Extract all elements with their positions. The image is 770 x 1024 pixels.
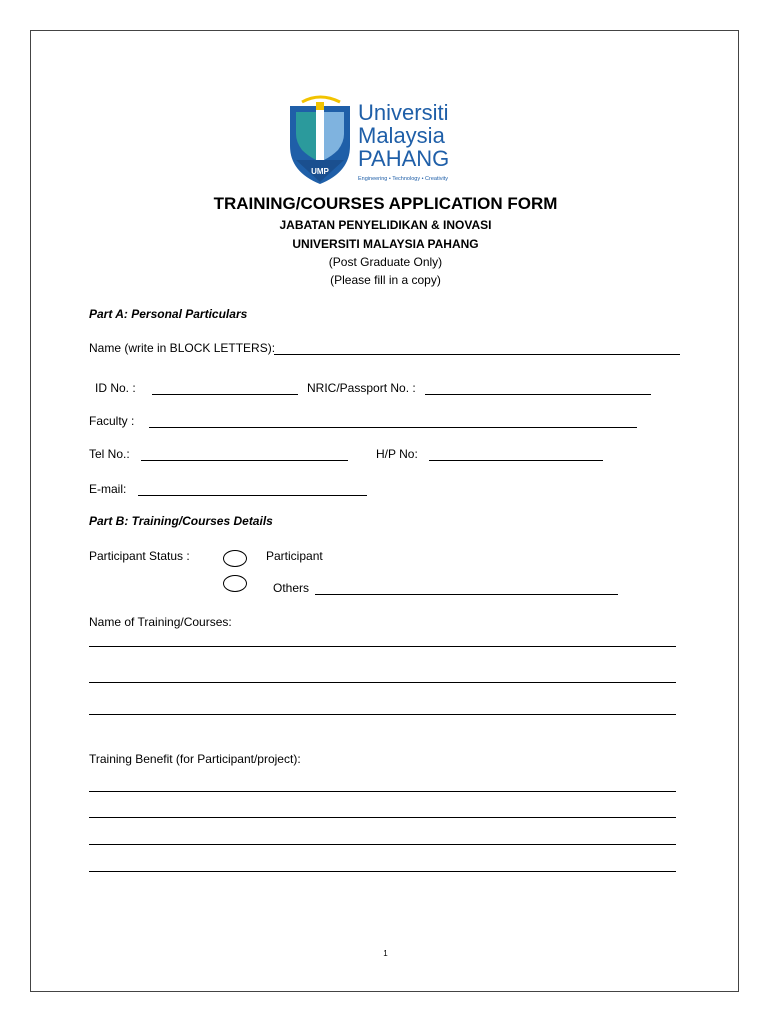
email-label: E-mail:	[89, 482, 127, 496]
name-field[interactable]	[274, 354, 680, 355]
faculty-label: Faculty :	[89, 414, 135, 428]
department-name: JABATAN PENYELIDIKAN & INOVASI	[279, 218, 492, 232]
logo-badge: UMP	[311, 167, 329, 176]
benefit-label: Training Benefit (for Participant/project):	[89, 752, 301, 766]
radio-participant[interactable]	[223, 550, 247, 567]
course-line[interactable]	[89, 646, 676, 647]
option-participant-label: Participant	[266, 549, 323, 563]
status-label: Participant Status :	[89, 549, 190, 563]
note-fill-copy: (Please fill in a copy)	[330, 273, 441, 287]
university-name: UNIVERSITI MALAYSIA PAHANG	[292, 237, 479, 251]
logo-tagline: Engineering • Technology • Creativity	[358, 176, 448, 182]
page-number: 1	[383, 949, 388, 958]
faculty-field[interactable]	[149, 427, 637, 428]
part-a-heading: Part A: Personal Particulars	[89, 307, 248, 321]
hp-label: H/P No:	[376, 447, 418, 461]
nric-field[interactable]	[425, 394, 651, 395]
logo-line2: Malaysia	[358, 123, 445, 148]
others-field[interactable]	[315, 594, 618, 595]
name-label: Name (write in BLOCK LETTERS):	[89, 341, 276, 355]
option-others-label: Others	[273, 581, 310, 595]
ump-emblem-icon	[288, 94, 483, 186]
note-post-graduate: (Post Graduate Only)	[328, 255, 443, 269]
form-title: TRAINING/COURSES APPLICATION FORM	[213, 194, 558, 213]
hp-field[interactable]	[429, 460, 603, 461]
course-line[interactable]	[89, 714, 676, 715]
logo-line3: PAHANG	[358, 146, 450, 171]
email-field[interactable]	[138, 495, 367, 496]
part-b-heading: Part B: Training/Courses Details	[89, 514, 273, 528]
benefit-line[interactable]	[89, 871, 676, 872]
course-label: Name of Training/Courses:	[89, 615, 232, 629]
nric-label: NRIC/Passport No. :	[307, 381, 416, 395]
benefit-line[interactable]	[89, 844, 676, 845]
form-page	[30, 30, 739, 992]
university-logo	[288, 94, 483, 186]
benefit-line[interactable]	[89, 817, 676, 818]
tel-field[interactable]	[141, 460, 348, 461]
radio-others[interactable]	[223, 575, 247, 592]
id-field[interactable]	[152, 394, 298, 395]
logo-line1: Universiti	[358, 100, 449, 125]
benefit-line[interactable]	[89, 791, 676, 792]
id-label: ID No. :	[95, 381, 136, 395]
tel-label: Tel No.:	[89, 447, 130, 461]
course-line[interactable]	[89, 682, 676, 683]
